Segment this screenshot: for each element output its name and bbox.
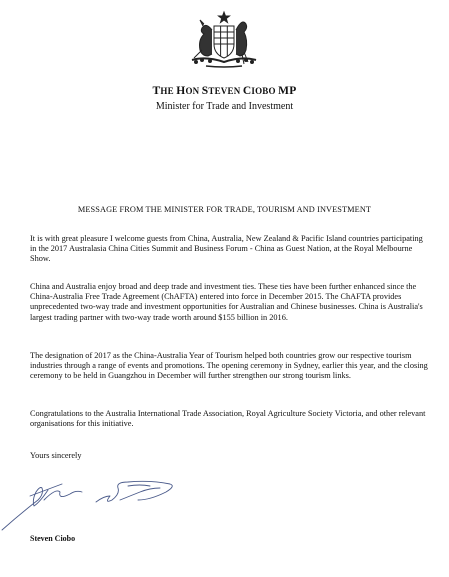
letter-paragraph: Congratulations to the Australia International Trade Association, Royal Agriculture Society Victoria, and other relevant organisations for this initiative.	[30, 409, 426, 429]
name-part: ON	[185, 86, 202, 96]
handwritten-signature-icon	[0, 466, 200, 532]
name-part: HE	[160, 86, 177, 96]
name-initial: MP	[278, 85, 297, 97]
name-initial: T	[152, 85, 161, 97]
name-initial: C	[242, 85, 252, 97]
name-initial: H	[176, 85, 186, 97]
minister-title: Minister for Trade and Investment	[155, 101, 294, 112]
letter-paragraph: The designation of 2017 as the China-Australia Year of Tourism helped both countries grow our respective tourism industries through a range of events and promotions. The opening ceremony in Sydney, earlier this year, and the closing ceremony to be held in Guangzhou in December will further strengthen our strong tourism links.	[30, 351, 428, 381]
signatory-name: Steven Ciobo	[30, 534, 76, 543]
closing-salutation: Yours sincerely	[30, 451, 82, 460]
name-part: TEVEN	[208, 86, 243, 96]
letter-paragraph: China and Australia enjoy broad and deep trade and investment ties. These ties have been further enhanced since the China-Australia Free Trade Agreement (ChAFTA) entered into force in December 2015. The ChAFTA provides unprecedented two-way trade and investment opportunities for Australian and Chinese businesses. China is Australia's largest trading partner with two-way trade worth around $155 billion in 2016.	[30, 282, 423, 322]
minister-name	[0, 85, 449, 97]
name-part: IOBO	[251, 86, 279, 96]
letter-subject: MESSAGE FROM THE MINISTER FOR TRADE, TOURISM AND INVESTMENT	[77, 205, 372, 214]
letter-paragraph: It is with great pleasure I welcome guests from China, Australia, New Zealand & Pacific Island countries participating in the 2017 Australasia China Cities Summit and Business Forum - China as Guest Nation, at the Royal Melbourne Show.	[30, 234, 423, 264]
coat-of-arms-icon	[186, 10, 262, 70]
name-initial: S	[201, 85, 209, 97]
